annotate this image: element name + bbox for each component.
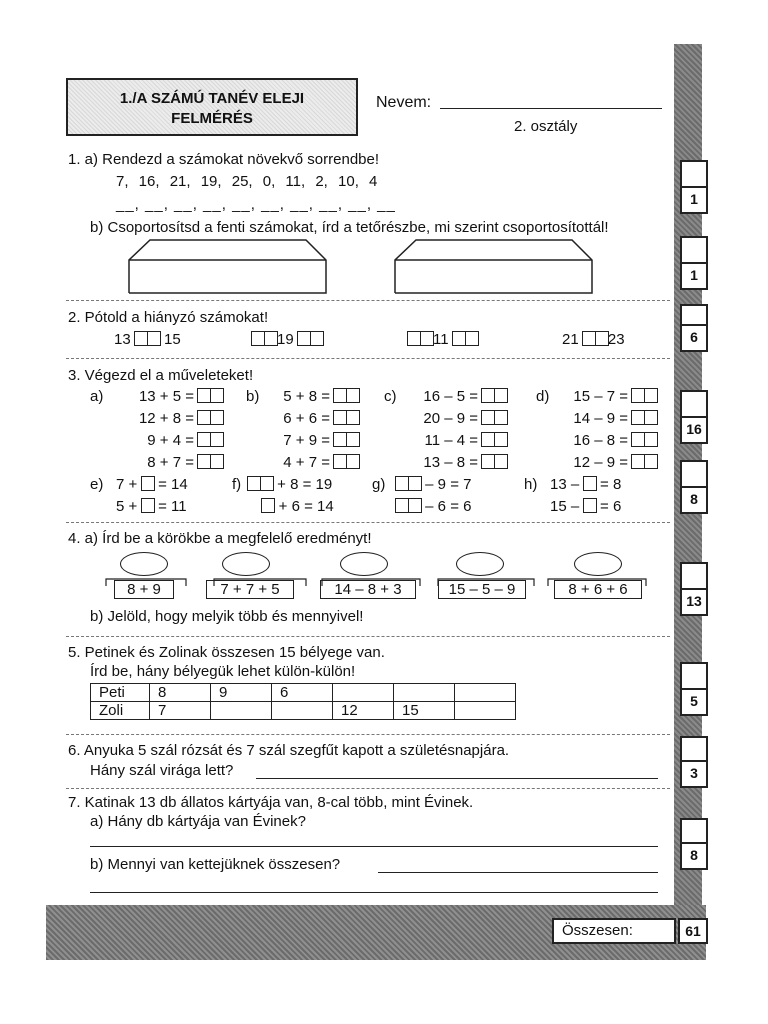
answer-box[interactable] <box>334 454 359 472</box>
task3-title: 3. Végezd el a műveleteket! <box>68 367 254 384</box>
name-line[interactable] <box>440 96 662 109</box>
total-value[interactable]: 61 <box>678 918 708 944</box>
task5-line1: 5. Petinek és Zolinak összesen 15 bélyege van. <box>68 644 385 661</box>
table-cell[interactable]: 8 <box>150 684 211 702</box>
task3-d-label: d) <box>536 388 550 405</box>
score-box-4[interactable]: 16 <box>680 390 708 444</box>
separator <box>66 522 670 523</box>
table-cell[interactable]: 6 <box>272 684 333 702</box>
task3-f-label: f) <box>232 476 242 493</box>
result-circle[interactable] <box>340 552 388 576</box>
answer-box[interactable] <box>141 476 155 491</box>
task3-d-2: 14 – 9 = <box>573 410 628 427</box>
score-box-2[interactable]: 1 <box>680 236 708 290</box>
task4-a-text: 4. a) Írd be a körökbe a megfelelő eredményt! <box>68 530 372 547</box>
score-box-8[interactable]: 3 <box>680 736 708 788</box>
expr-box-3: 14 – 8 + 3 <box>320 580 416 599</box>
task3-c-label: c) <box>384 388 397 405</box>
expr-box-5: 8 + 6 + 6 <box>554 580 642 599</box>
task7-b-text: b) Mennyi van kettejüknek összesen? <box>90 856 341 873</box>
task3-d-1: 15 – 7 = <box>573 388 628 405</box>
answer-box[interactable] <box>198 432 223 450</box>
table-cell: Zoli <box>91 702 150 720</box>
task7-a-answer-line[interactable] <box>90 832 658 847</box>
answer-box[interactable] <box>261 498 275 513</box>
answer-box[interactable] <box>396 476 421 494</box>
task7-b-answer-line[interactable] <box>378 856 658 873</box>
answer-box[interactable] <box>141 498 155 513</box>
table-cell[interactable] <box>211 702 272 720</box>
score-box-3[interactable]: 6 <box>680 304 708 352</box>
task7-line1: 7. Katinak 13 db állatos kártyája van, 8-cal több, mint Évinek. <box>68 794 474 811</box>
task3-g-1: – 9 = 7 <box>396 476 471 494</box>
table-row <box>91 684 516 702</box>
table-cell[interactable] <box>394 684 455 702</box>
separator <box>66 358 670 359</box>
result-circle[interactable] <box>222 552 270 576</box>
answer-box[interactable] <box>198 454 223 472</box>
task3-e-2: 5 + = 11 <box>116 498 187 515</box>
house-roof-right <box>394 238 594 294</box>
task2-item-4: 21 23 <box>562 331 625 348</box>
task7-a-text: a) Hány db kártyája van Évinek? <box>90 813 306 830</box>
name-label: Nevem: <box>376 94 432 111</box>
answer-box[interactable] <box>482 432 507 450</box>
task3-h-2: 15 – = 6 <box>550 498 622 515</box>
result-circle[interactable] <box>120 552 168 576</box>
task3-f-1: + 8 = 19 <box>248 476 332 494</box>
stamp-table <box>90 683 516 720</box>
task3-a-3: 9 + 4 = <box>147 432 194 449</box>
table-cell[interactable] <box>333 684 394 702</box>
score-box-9[interactable]: 8 <box>680 818 708 870</box>
separator <box>66 788 670 789</box>
answer-box[interactable] <box>632 410 657 428</box>
task3-b-3: 7 + 9 = <box>283 432 330 449</box>
answer-box[interactable] <box>198 410 223 428</box>
task1-blanks[interactable]: __, __, __, __, __, __, __, __, __, __ <box>116 196 396 213</box>
expr-box-4: 15 – 5 – 9 <box>438 580 526 599</box>
task3-a-label: a) <box>90 388 104 405</box>
answer-box[interactable] <box>334 410 359 428</box>
answer-box[interactable] <box>482 410 507 428</box>
table-cell[interactable]: 9 <box>211 684 272 702</box>
task2-item-1: 13 15 <box>114 331 181 348</box>
task3-d-3: 16 – 8 = <box>573 432 628 449</box>
answer-box[interactable] <box>396 498 421 516</box>
task3-b-4: 4 + 7 = <box>283 454 330 471</box>
task1-numbers: 7, 16, 21, 19, 25, 0, 11, 2, 10, 4 <box>116 173 378 190</box>
task6-line1: 6. Anyuka 5 szál rózsát és 7 szál szegfűt kapott a születésnapjára. <box>68 742 510 759</box>
answer-box[interactable] <box>583 476 597 491</box>
result-circle[interactable] <box>574 552 622 576</box>
task3-d-4: 12 – 9 = <box>573 454 628 471</box>
answer-box[interactable] <box>482 388 507 406</box>
answer-box[interactable] <box>632 454 657 472</box>
task6-line2: Hány szál virága lett? <box>90 762 234 779</box>
answer-box[interactable] <box>632 432 657 450</box>
task3-b-label: b) <box>246 388 260 405</box>
task1-a-text: 1. a) Rendezd a számokat növekvő sorrendbe! <box>68 151 380 168</box>
total-label: Összesen: <box>552 918 676 944</box>
answer-box[interactable] <box>583 498 597 513</box>
separator <box>66 300 670 301</box>
table-cell[interactable]: 12 <box>333 702 394 720</box>
task3-b-1: 5 + 8 = <box>283 388 330 405</box>
table-row <box>91 702 516 720</box>
table-cell[interactable] <box>272 702 333 720</box>
score-box-5[interactable]: 8 <box>680 460 708 514</box>
house-roof-left <box>128 238 328 294</box>
table-cell[interactable]: 7 <box>150 702 211 720</box>
table-cell: Peti <box>91 684 150 702</box>
answer-box[interactable] <box>334 388 359 406</box>
task3-e-label: e) <box>90 476 104 493</box>
task3-b-2: 6 + 6 = <box>283 410 330 427</box>
answer-box[interactable] <box>198 388 223 406</box>
table-cell[interactable]: 15 <box>394 702 455 720</box>
answer-box[interactable] <box>632 388 657 406</box>
task3-a-2: 12 + 8 = <box>138 410 194 427</box>
title-line-1: 1./A SZÁMÚ TANÉV ELEJI <box>119 90 305 107</box>
task2-item-3: 11 <box>408 331 478 349</box>
score-box-7[interactable]: 5 <box>680 662 708 716</box>
table-cell[interactable] <box>455 702 516 720</box>
task3-c-1: 16 – 5 = <box>423 388 478 405</box>
task6-answer-line[interactable] <box>256 762 658 779</box>
result-circle[interactable] <box>456 552 504 576</box>
task1-b-text: b) Csoportosítsd a fenti számokat, írd a tetőrészbe, mi szerint csoportosítottál! <box>90 219 609 236</box>
title-box <box>66 78 358 136</box>
task4-b-text: b) Jelöld, hogy melyik több és mennyivel! <box>90 608 364 625</box>
task3-h-label: h) <box>524 476 538 493</box>
table-cell[interactable] <box>455 684 516 702</box>
grade-label: 2. osztály <box>514 118 578 135</box>
expr-box-1: 8 + 9 <box>114 580 174 599</box>
title-line-2: FELMÉRÉS <box>171 110 253 127</box>
answer-box[interactable] <box>482 454 507 472</box>
score-box-6[interactable]: 13 <box>680 562 708 616</box>
task3-a-4: 8 + 7 = <box>147 454 194 471</box>
answer-box[interactable] <box>248 476 273 494</box>
task3-c-2: 20 – 9 = <box>423 410 478 427</box>
score-box-1[interactable]: 1 <box>680 160 708 214</box>
task3-g-label: g) <box>372 476 386 493</box>
task3-e-1: 7 + = 14 <box>116 476 188 493</box>
task3-g-2: – 6 = 6 <box>396 498 471 516</box>
expr-box-2: 7 + 7 + 5 <box>206 580 294 599</box>
task2-item-2: 19 <box>252 331 323 349</box>
separator <box>66 734 670 735</box>
task5-line2: Írd be, hány bélyegük lehet külön-külön! <box>90 663 356 680</box>
task3-c-4: 13 – 8 = <box>423 454 478 471</box>
task3-c-3: 11 – 4 = <box>424 432 478 449</box>
task3-a-1: 13 + 5 = <box>138 388 194 405</box>
separator <box>66 636 670 637</box>
task7-b-answer-line-2[interactable] <box>90 878 658 893</box>
task2-title: 2. Pótold a hiányzó számokat! <box>68 309 269 326</box>
task3-f-2: + 6 = 14 <box>262 498 334 516</box>
task3-h-1: 13 – = 8 <box>550 476 622 493</box>
answer-box[interactable] <box>334 432 359 450</box>
